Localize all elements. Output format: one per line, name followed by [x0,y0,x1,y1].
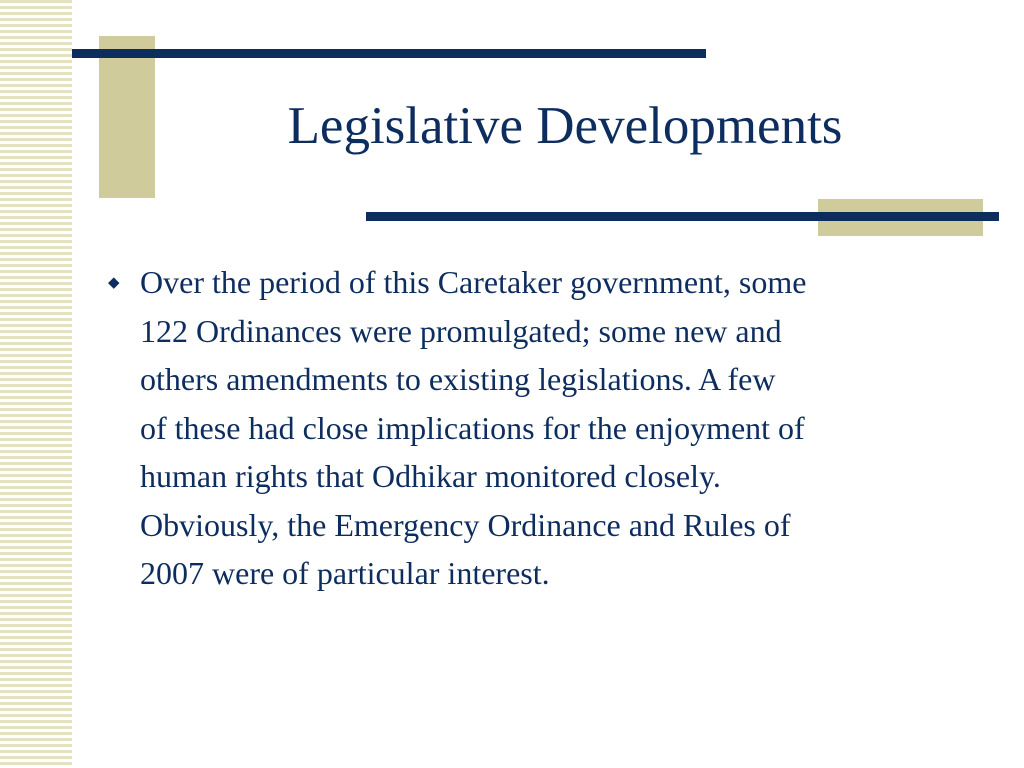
bullet-item [108,258,988,598]
bullet-text-line: of these had close implications for the enjoyment of [140,409,805,446]
diamond-bullet-icon: ◆ [108,273,120,291]
decorative-stripes [0,0,72,768]
bullet-text-line: 122 Ordinances were promulgated; some new and [140,312,782,349]
bullet-text-line: human rights that Odhikar monitored closely. [140,458,721,494]
decorative-top-rule [72,49,706,58]
bullet-text-line: others amendments to existing legislations. A few [140,361,776,397]
bullet-text [140,258,980,598]
decorative-bottom-rule [366,212,999,221]
decorative-khaki-block-left [99,36,155,198]
slide-title: Legislative Developments [287,97,843,155]
bullet-text-line: Over the period of this Caretaker government, some [140,264,807,300]
slide-body [108,258,988,598]
bullet-text-line: Obviously, the Emergency Ordinance and Rules of [140,506,791,543]
bullet-text-line: 2007 were of particular interest. [140,555,550,591]
